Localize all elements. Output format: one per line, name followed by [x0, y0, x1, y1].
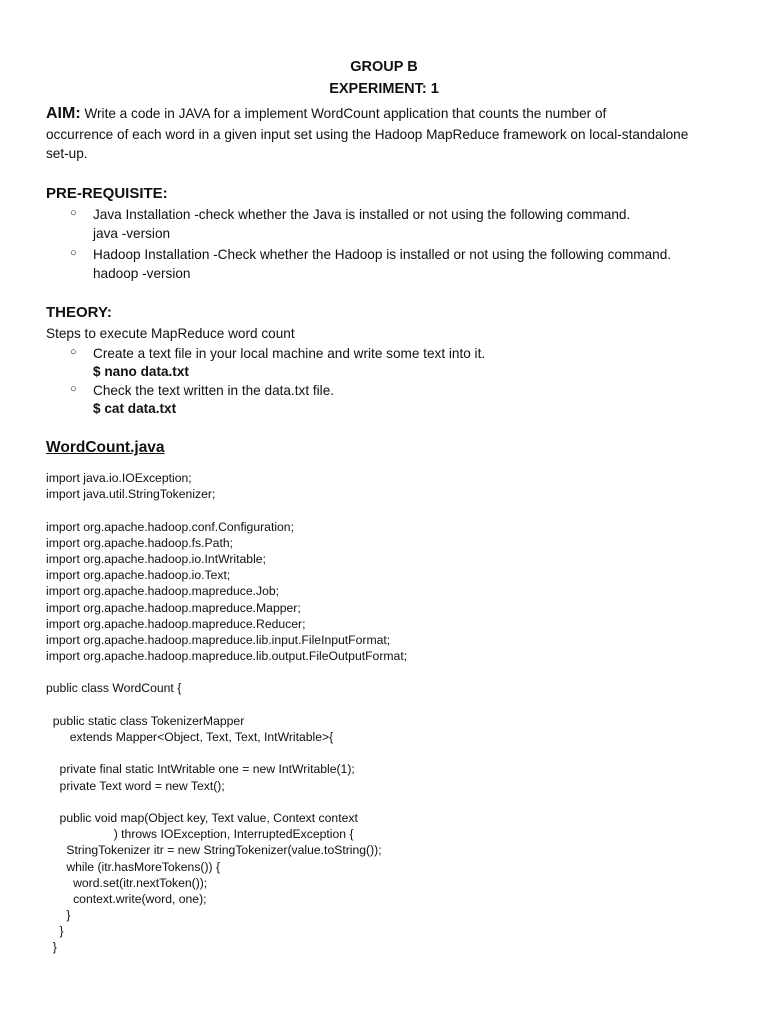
- list-item-text: Check the text written in the data.txt file.: [93, 383, 335, 398]
- aim-text-line-2: occurrence of each word in a given input set using the Hadoop MapReduce framework on local-standalone: [46, 127, 689, 142]
- aim-paragraph: [46, 104, 746, 124]
- code-line: import org.apache.hadoop.mapreduce.lib.input.FileInputFormat;: [46, 632, 391, 647]
- code-line: private Text word = new Text();: [46, 778, 225, 793]
- code-line: import org.apache.hadoop.mapreduce.Mapper;: [46, 600, 301, 615]
- group-heading: GROUP B: [350, 59, 418, 75]
- prerequisite-heading: PRE-REQUISITE:: [46, 185, 168, 202]
- code-line: [46, 502, 407, 518]
- list-item-command: hadoop -version: [93, 266, 191, 281]
- code-line: import org.apache.hadoop.mapreduce.Job;: [46, 584, 280, 599]
- code-line: context.write(word, one);: [46, 891, 207, 906]
- hollow-bullet-icon: ○: [70, 383, 77, 395]
- code-line: [46, 745, 407, 761]
- code-line: import org.apache.hadoop.mapreduce.lib.output.FileOutputFormat;: [46, 649, 408, 664]
- theory-heading: THEORY:: [46, 304, 112, 321]
- list-item-text: Create a text file in your local machine and write some text into it.: [93, 346, 486, 361]
- code-line: private final static IntWritable one = new IntWritable(1);: [46, 762, 355, 777]
- code-line: }: [46, 940, 57, 955]
- code-section-title: WordCount.java: [46, 439, 165, 456]
- code-line: import org.apache.hadoop.conf.Configuration;: [46, 519, 294, 534]
- aim-text-line-3: set-up.: [46, 146, 88, 161]
- aim-label: AIM:: [46, 105, 81, 122]
- code-line: public class WordCount {: [46, 681, 182, 696]
- code-line: import java.util.StringTokenizer;: [46, 487, 216, 502]
- code-block: [46, 470, 407, 956]
- list-item-command: $ cat data.txt: [93, 401, 177, 416]
- code-line: import org.apache.hadoop.mapreduce.Reducer;: [46, 616, 306, 631]
- theory-intro: Steps to execute MapReduce word count: [46, 326, 295, 341]
- code-line: [46, 794, 407, 810]
- code-line: extends Mapper<Object, Text, Text, IntWritable>{: [46, 730, 334, 744]
- list-item-command: java -version: [93, 226, 171, 241]
- code-line: import org.apache.hadoop.io.IntWritable;: [46, 551, 266, 566]
- hollow-bullet-icon: ○: [70, 207, 77, 219]
- code-line: }: [46, 924, 64, 939]
- code-line: word.set(itr.nextToken());: [46, 875, 208, 890]
- list-item-command: $ nano data.txt: [93, 364, 189, 379]
- code-line: import java.io.IOException;: [46, 471, 192, 485]
- aim-text-line-1: Write a code in JAVA for a implement WordCount application that counts the number of: [84, 106, 607, 121]
- code-line: while (itr.hasMoreTokens()) {: [46, 859, 221, 874]
- list-item-text: Hadoop Installation -Check whether the Hadoop is installed or not using the following command.: [93, 247, 672, 262]
- code-line: [46, 697, 407, 713]
- code-line: import org.apache.hadoop.io.Text;: [46, 568, 231, 583]
- code-line: }: [46, 908, 71, 923]
- hollow-bullet-icon: ○: [70, 346, 77, 358]
- list-item-text: Java Installation -check whether the Java is installed or not using the following command.: [93, 207, 631, 222]
- code-line: public void map(Object key, Text value, Context context: [46, 810, 358, 825]
- code-line: ) throws IOException, InterruptedException {: [46, 827, 354, 842]
- hollow-bullet-icon: ○: [70, 247, 77, 259]
- code-line: [46, 664, 407, 680]
- code-line: StringTokenizer itr = new StringTokenizer(value.toString());: [46, 843, 382, 858]
- code-line: public static class TokenizerMapper: [46, 713, 245, 728]
- experiment-heading: EXPERIMENT: 1: [329, 81, 439, 97]
- code-line: import org.apache.hadoop.fs.Path;: [46, 535, 233, 550]
